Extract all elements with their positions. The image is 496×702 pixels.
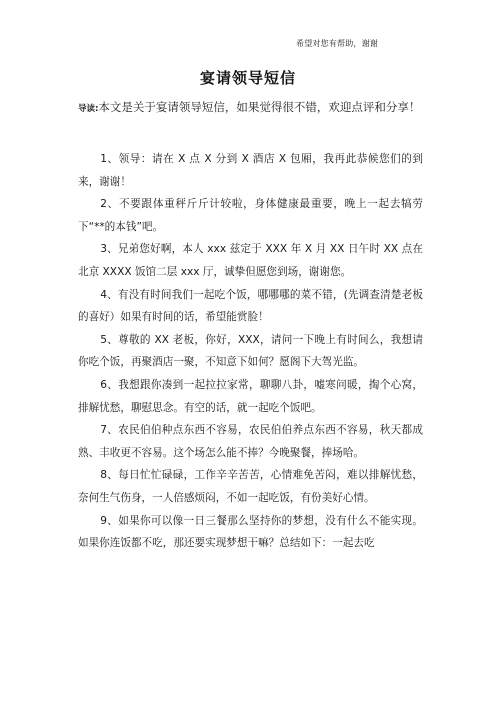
intro-lead: 导读: bbox=[78, 104, 99, 114]
intro-paragraph bbox=[78, 96, 423, 121]
message-item-4: 4、有没有时间我们一起吃个饭，哪哪哪的菜不错，(先调查清楚老板的喜好）如果有时间的话，希望能赏脸！ bbox=[78, 288, 423, 324]
message-item-5: 5、尊敬的 XX 老板，你好，XXX，请问一下晚上有时间么，我想请你吃个饭，再聚酒店一聚，不知意下如何？愿阁下大驾光监。 bbox=[78, 333, 423, 369]
message-item-2: 2、不要跟体重秤斤斤计较啦，身体健康最重要，晚上一起去犒劳下“**的本钱”吧。 bbox=[78, 198, 423, 233]
message-item-9: 9、如果你可以像一日三餐那么坚持你的梦想，没有什么不能实现。如果你连饭都不吃，那还要实现梦想干嘛？总结如下：一起去吃 bbox=[78, 514, 423, 550]
header-note: 希望对您有帮助，谢谢 bbox=[296, 39, 378, 48]
document-title: 宴请领导短信 bbox=[199, 69, 296, 87]
intro-text: 本文是关于宴请领导短信，如果觉得很不错，欢迎点评和分享！ bbox=[98, 100, 421, 114]
message-item-6: 6、我想跟你凑到一起拉拉家常，聊聊八卦，嘘寒问暖，掏个心窝，排解忧愁，聊慰思念。有空的话，就一起吃个饭吧。 bbox=[78, 378, 423, 414]
message-list bbox=[78, 148, 423, 555]
message-item-1: 1、领导：请在 X 点 X 分到 X 酒店 X 包厢，我再此恭候您们的到来，谢谢！ bbox=[78, 153, 423, 188]
message-item-3: 3、兄弟您好啊，本人 xxx 兹定于 XXX 年 X 月 XX 日午时 XX 点在北京 XXXX 饭馆二层 xxx 厅，诚挚但愿您到场，谢谢您。 bbox=[78, 243, 423, 278]
message-item-8: 8、每日忙忙碌碌，工作辛辛苦苦，心情难免苦闷，难以排解忧愁，奈何生气伤身，一人倍感烦闷，不如一起吃饭，有份美好心情。 bbox=[78, 469, 423, 504]
message-item-7: 7、农民伯伯种点东西不容易，农民伯伯养点东西不容易，秋天都成熟、丰收更不容易。这个场怎么能不捧？今晚聚餐，捧场哈。 bbox=[78, 424, 423, 459]
